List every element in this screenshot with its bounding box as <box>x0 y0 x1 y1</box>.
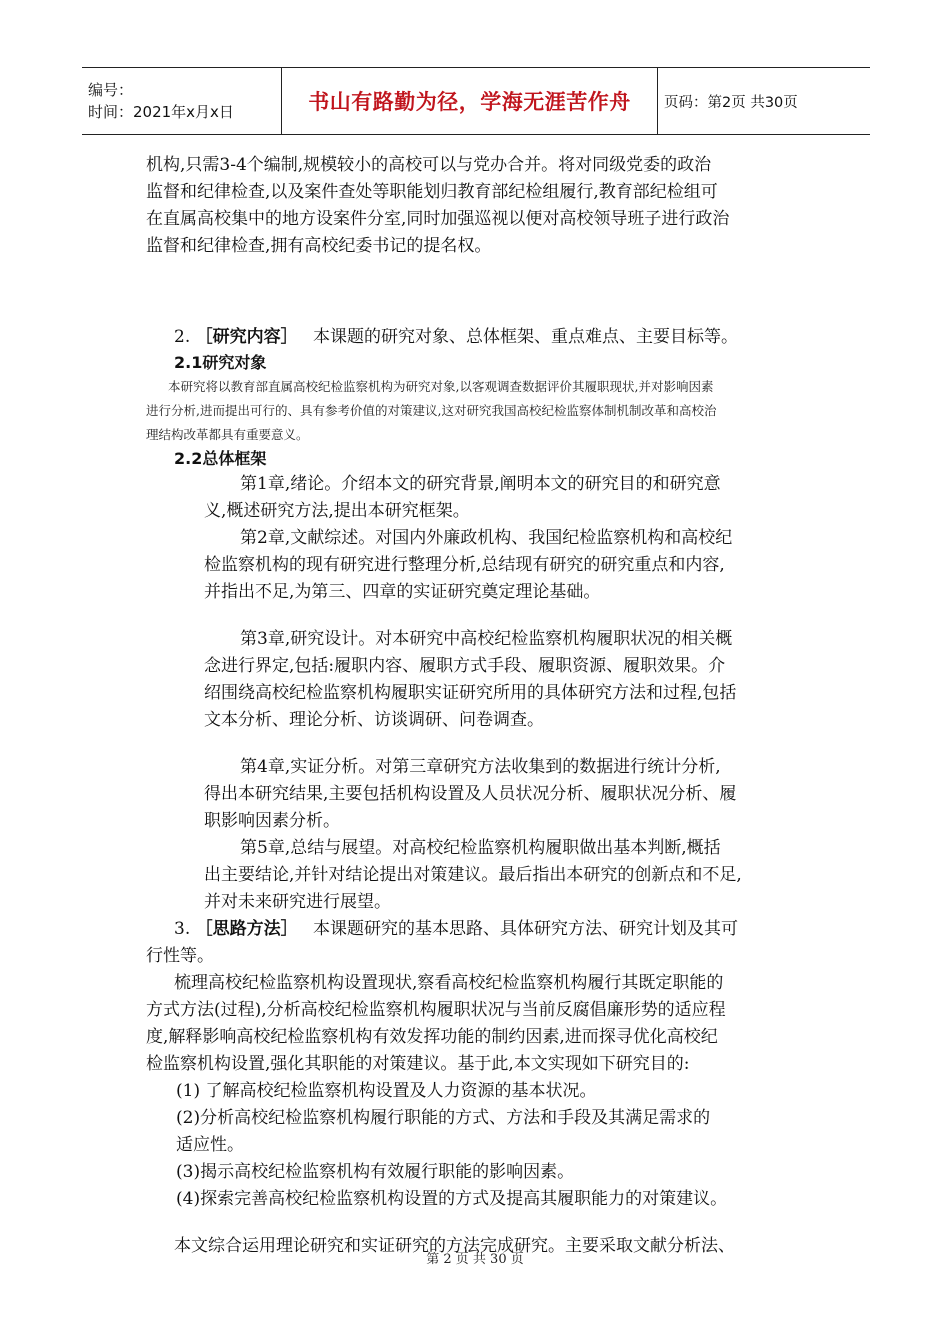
research-goal: (4)探索完善高校纪检监察机构设置的方式及提高其履职能力的对策建议。 <box>176 1189 728 1209</box>
chapter-line: 职影响因素分析。 <box>204 811 340 831</box>
chapter-line: 第1章,绪论。介绍本文的研究背景,阐明本文的研究目的和研究意 <box>240 474 721 494</box>
page-footer: 第 2 页 共 30 页 <box>426 1252 524 1267</box>
chapter-2 <box>146 525 814 606</box>
section-3-text: 本课题研究的基本思路、具体研究方法、研究计划及其可 <box>313 919 739 939</box>
approach-line: 梳理高校纪检监察机构设置现状,察看高校纪检监察机构履行其既定职能的 <box>174 973 724 993</box>
section-3-title <box>146 916 814 943</box>
approach-line: 方式方法(过程),分析高校纪检监察机构履职状况与当前反腐倡廉形势的适应程 <box>146 1000 726 1020</box>
approach-line: 检监察机构设置,强化其职能的对策建议。基于此,本文实现如下研究目的: <box>146 1054 690 1074</box>
page-body <box>146 152 814 1260</box>
section-2-tag: ［研究内容］ <box>195 327 298 347</box>
chapter-line: 第5章,总结与展望。对高校纪检监察机构履职做出基本判断,概括 <box>240 838 721 858</box>
chapter-line: 义,概述研究方法,提出本研究框架。 <box>204 501 470 521</box>
closing-line: 本文综合运用理论研究和实证研究的方法完成研究。主要采取文献分析法、 <box>174 1236 735 1256</box>
page-header <box>82 67 870 135</box>
chapter-5 <box>146 835 814 916</box>
header-meta <box>82 68 282 134</box>
chapter-line: 绍围绕高校纪检监察机构履职实证研究所用的具体研究方法和过程,包括 <box>204 683 737 703</box>
chapter-line: 文本分析、理论分析、访谈调研、问卷调查。 <box>204 710 544 730</box>
header-page-number: 页码：第2页 共30页 <box>664 94 798 111</box>
approach-line: 度,解释影响高校纪检监察机构有效发挥功能的制约因素,进而探寻优化高校纪 <box>146 1027 718 1047</box>
chapter-line: 出主要结论,并针对结论提出对策建议。最后指出本研究的创新点和不足, <box>204 865 742 885</box>
intro-line: 在直属高校集中的地方设案件分室,同时加强巡视以便对高校领导班子进行政治 <box>146 209 730 229</box>
research-object-line: 本研究将以教育部直属高校纪检监察机构为研究对象,以客观调查数据评价其履职现状,并对影响因素 <box>168 379 714 394</box>
chapter-1 <box>146 471 814 525</box>
subsection-2-1-title: 2.1研究对象 <box>174 353 267 372</box>
document-date: 时间：2021年x月x日 <box>88 103 234 121</box>
research-goal: (2)分析高校纪检监察机构履行职能的方式、方法和手段及其满足需求的 <box>176 1108 711 1128</box>
chapter-line: 并对未来研究进行展望。 <box>204 892 391 912</box>
intro-line: 监督和纪律检查,以及案件查处等职能划归教育部纪检组履行,教育部纪检组可 <box>146 182 718 202</box>
chapter-line: 检监察机构的现有研究进行整理分析,总结现有研究的研究重点和内容, <box>204 555 725 575</box>
intro-line: 机构,只需3-4个编制,规模较小的高校可以与党办合并。将对同级党委的政治 <box>146 155 712 175</box>
research-object-line: 理结构改革都具有重要意义。 <box>146 427 309 442</box>
research-goal: (1) 了解高校纪检监察机构设置及人力资源的基本状况。 <box>176 1081 597 1101</box>
chapter-4 <box>146 754 814 835</box>
research-goal: (3)揭示高校纪检监察机构有效履行职能的影响因素。 <box>176 1162 575 1182</box>
research-object-line: 进行分析,进而提出可行的、具有参考价值的对策建议,这对研究我国高校纪检监察体制机制改革和高校治 <box>146 403 717 418</box>
section-2-text: 本课题的研究对象、总体框架、重点难点、主要目标等。 <box>313 327 739 347</box>
document-number-label: 编号： <box>88 81 134 99</box>
subsection-2-2-title: 2.2总体框架 <box>174 449 267 468</box>
section-3-number: 3. <box>174 919 191 939</box>
chapter-line: 并指出不足,为第三、四章的实证研究奠定理论基础。 <box>204 582 601 602</box>
section-2-title <box>146 324 814 351</box>
section-3-tag: ［思路方法］ <box>195 919 298 939</box>
chapter-line: 第4章,实证分析。对第三章研究方法收集到的数据进行统计分析, <box>240 757 721 777</box>
section-3-text-cont: 行性等。 <box>146 946 214 966</box>
chapter-3 <box>146 626 814 734</box>
chapter-line: 第2章,文献综述。对国内外廉政机构、我国纪检监察机构和高校纪 <box>240 528 733 548</box>
chapter-line: 念进行界定,包括:履职内容、履职方式手段、履职资源、履职效果。介 <box>204 656 726 676</box>
chapter-line: 得出本研究结果,主要包括机构设置及人员状况分析、履职状况分析、履 <box>204 784 737 804</box>
intro-line: 监督和纪律检查,拥有高校纪委书记的提名权。 <box>146 236 492 256</box>
header-motto: 书山有路勤为径，学海无涯苦作舟 <box>282 68 658 134</box>
chapter-line: 第3章,研究设计。对本研究中高校纪检监察机构履职状况的相关概 <box>240 629 733 649</box>
section-2-number: 2. <box>174 327 191 347</box>
research-goal: 适应性。 <box>176 1135 244 1155</box>
